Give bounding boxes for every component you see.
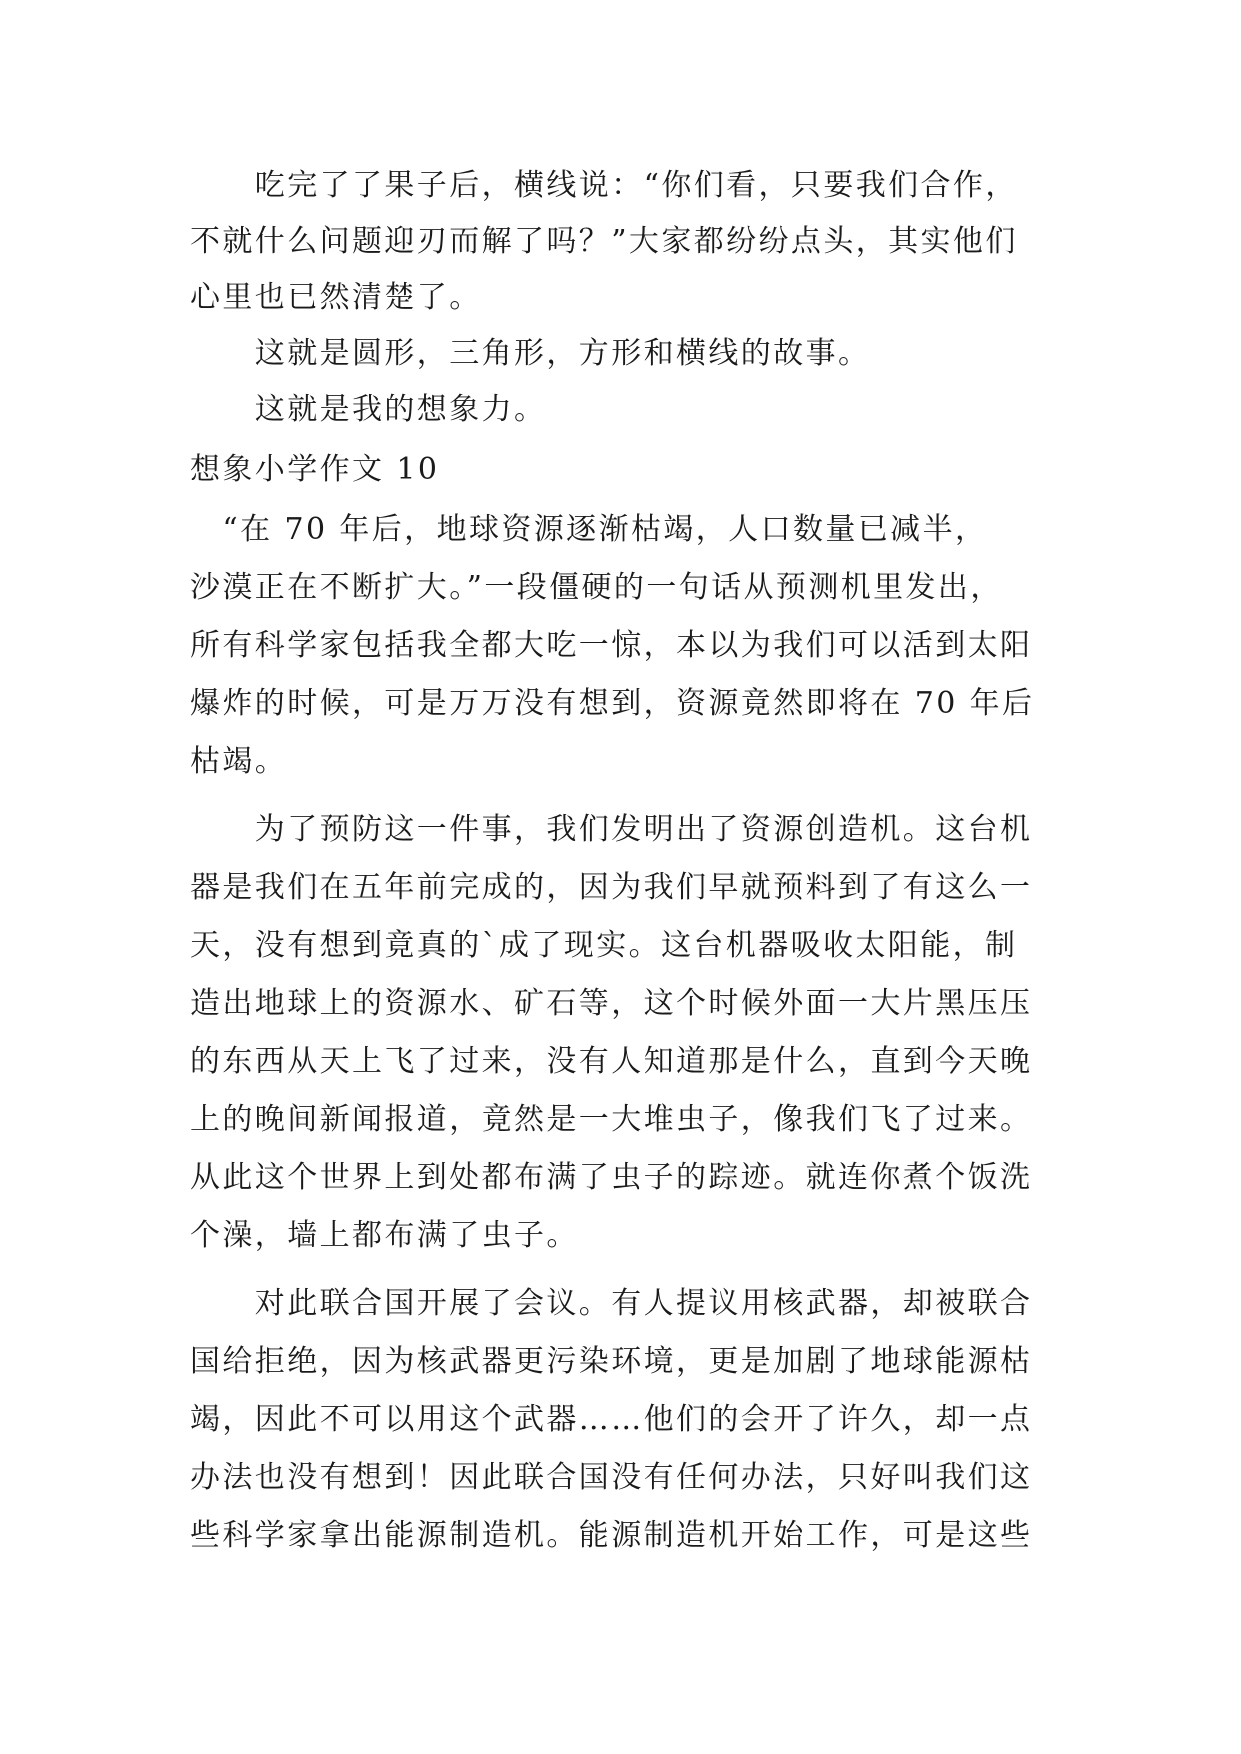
text-line: 这就是圆形，三角形，方形和横线的故事。: [190, 336, 871, 371]
text-line: 器是我们在五年前完成的，因为我们早就预料到了有这么一: [190, 870, 1033, 905]
text-line: 所有科学家包括我全都大吃一惊，本以为我们可以活到太阳: [190, 628, 1033, 663]
text-line: 办法也没有想到！因此联合国没有任何办法，只好叫我们这: [190, 1460, 1033, 1495]
text-line: 竭，因此不可以用这个武器……他们的会开了许久，却一点: [190, 1402, 1033, 1437]
text-line: 吃完了了果子后，横线说：“你们看，只要我们合作，: [190, 168, 1018, 203]
text-line: 这就是我的想象力。: [190, 392, 547, 427]
text-line: 造出地球上的资源水、矿石等，这个时候外面一大片黑压压: [190, 986, 1033, 1021]
text-line: 对此联合国开展了会议。有人提议用核武器，却被联合: [190, 1286, 1033, 1321]
text-line: 爆炸的时候，可是万万没有想到，资源竟然即将在 70 年后: [190, 686, 1035, 721]
text-line: 些科学家拿出能源制造机。能源制造机开始工作，可是这些: [190, 1518, 1033, 1553]
text-line: 国给拒绝，因为核武器更污染环境，更是加剧了地球能源枯: [190, 1344, 1033, 1379]
text-line: 个澡，墙上都布满了虫子。: [190, 1218, 579, 1253]
text-line: 心里也已然清楚了。: [190, 280, 482, 315]
text-line: 枯竭。: [190, 744, 288, 779]
text-line: 上的晚间新闻报道，竟然是一大堆虫子，像我们飞了过来。: [190, 1102, 1033, 1137]
section-heading: 想象小学作文 10: [190, 452, 440, 487]
text-line: 天，没有想到竟真的`成了现实。这台机器吸收太阳能，制: [190, 928, 1018, 963]
text-line: 的东西从天上飞了过来，没有人知道那是什么，直到今天晚: [190, 1044, 1033, 1079]
text-line: 不就什么问题迎刃而解了吗？”大家都纷纷点头，其实他们: [190, 224, 1018, 259]
text-line: “在 70 年后，地球资源逐渐枯竭，人口数量已减半，: [190, 512, 988, 547]
text-line: 从此这个世界上到处都布满了虫子的踪迹。就连你煮个饭洗: [190, 1160, 1033, 1195]
text-line: 沙漠正在不断扩大。”一段僵硬的一句话从预测机里发出，: [190, 570, 1003, 605]
text-line: 为了预防这一件事，我们发明出了资源创造机。这台机: [190, 812, 1033, 847]
